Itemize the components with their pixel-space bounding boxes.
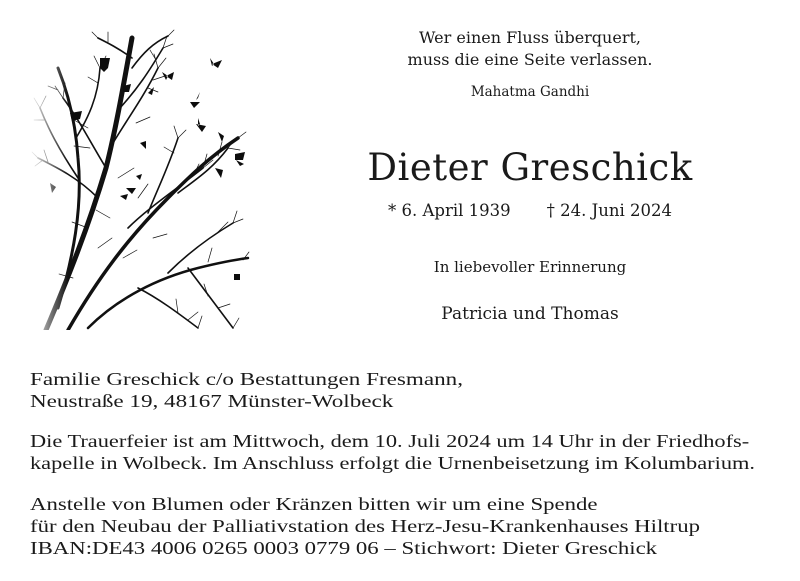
ceremony-line: Die Trauerfeier ist am Mittwoch, dem 10. Juli 2024 um 14 Uhr in der Friedhofs- [30,431,750,451]
quote-line: Wer einen Fluss überquert, [419,28,641,47]
quote [330,27,730,71]
quote-line: muss die eine Seite verlassen. [407,50,653,69]
ceremony-block [30,430,800,474]
life-dates [330,201,730,220]
tree-with-birds-image [28,28,250,330]
mourners: Patricia und Thomas [441,304,619,324]
ceremony-line: kapelle in Wolbeck. Im Anschluss erfolgt die Urnenbeisetzung im Kolumbarium. [30,453,755,473]
donation-line: für den Neubau der Palliativstation des Herz-Jesu-Krankenhauses Hiltrup [30,516,700,536]
donation-block [30,493,800,559]
donation-iban-line: IBAN:DE43 4006 0265 0003 0779 06 – Stichwort: Dieter Greschick [30,538,658,558]
quote-author: Mahatma Gandhi [470,84,590,100]
birth-date: * 6. April 1939 [387,201,511,220]
deceased-name: Dieter Greschick [367,146,693,189]
address-line: Neustraße 19, 48167 Münster-Wolbeck [30,391,394,411]
memory-line: In liebevoller Erinnerung [433,258,627,276]
address-block [30,368,800,412]
death-date: † 24. Juni 2024 [546,201,672,220]
address-line: Familie Greschick c/o Bestattungen Fresmann, [30,369,463,389]
donation-line: Anstelle von Blumen oder Kränzen bitten wir um eine Spende [30,494,598,514]
